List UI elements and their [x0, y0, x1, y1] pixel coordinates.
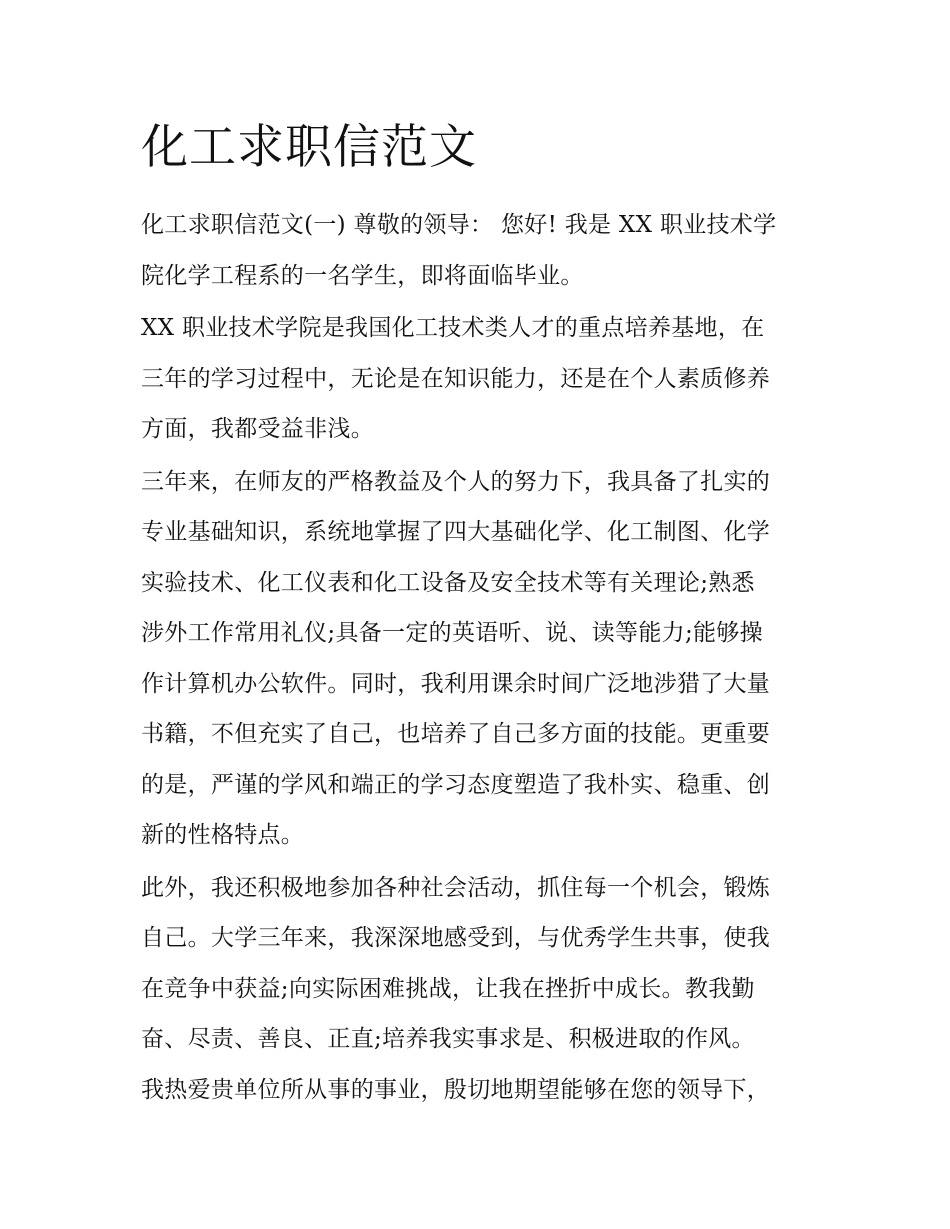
document-title: 化工求职信范文 — [141, 120, 477, 175]
text-line: 在竞争中获益;向实际困难挑战，让我在挫折中成长。教我勤 — [141, 975, 755, 1002]
document-body — [141, 118, 813, 1117]
text-line: 此外，我还积极地参加各种社会活动，抓住每一个机会，锻炼 — [141, 874, 771, 901]
paragraph-2 — [141, 303, 813, 455]
text-line: 实验技术、化工仪表和化工设备及安全技术等有关理论;熟悉 — [141, 569, 755, 596]
text-line: 方面，我都受益非浅。 — [141, 416, 374, 442]
text-line: 奋、尽责、善良、正直;培养我实事求是、积极进取的作风。 — [141, 1026, 755, 1052]
text-line: 三年的学习过程中，无论是在知识能力，还是在个人素质修养 — [141, 365, 771, 392]
text-line: 化工求职信范文(一) 尊敬的领导： 您好! 我是 XX 职业技术学 — [141, 212, 777, 238]
text-line: 涉外工作常用礼仪;具备一定的英语听、说、读等能力;能够操 — [141, 620, 763, 646]
text-line: 院化学工程系的一名学生，即将面临毕业。 — [141, 262, 584, 289]
text-line: 三年来，在师友的严格教益及个人的努力下，我具备了扎实的 — [141, 468, 771, 495]
text-line: 自己。大学三年来，我深深地感受到，与优秀学生共事，使我 — [141, 925, 771, 951]
text-line: 我热爱贵单位所从事的事业，殷切地期望能够在您的领导下， — [141, 1076, 771, 1103]
paragraph-1 — [141, 200, 813, 301]
text-line: 的是，严谨的学风和端正的学习态度塑造了我朴实、稳重、创 — [141, 771, 771, 798]
paragraph-3 — [141, 457, 813, 861]
paragraph-4 — [141, 863, 813, 1116]
text-line: 新的性格特点。 — [141, 822, 305, 848]
text-line: 专业基础知识，系统地掌握了四大基础化学、化工制图、化学 — [141, 519, 771, 545]
text-line: XX 职业技术学院是我国化工技术类人才的重点培养基地，在 — [141, 315, 765, 341]
text-line: 作计算机办公软件。同时，我利用课余时间广泛地涉猎了大量 — [141, 670, 771, 697]
text-line: 书籍，不但充实了自己，也培养了自己多方面的技能。更重要 — [141, 721, 771, 747]
